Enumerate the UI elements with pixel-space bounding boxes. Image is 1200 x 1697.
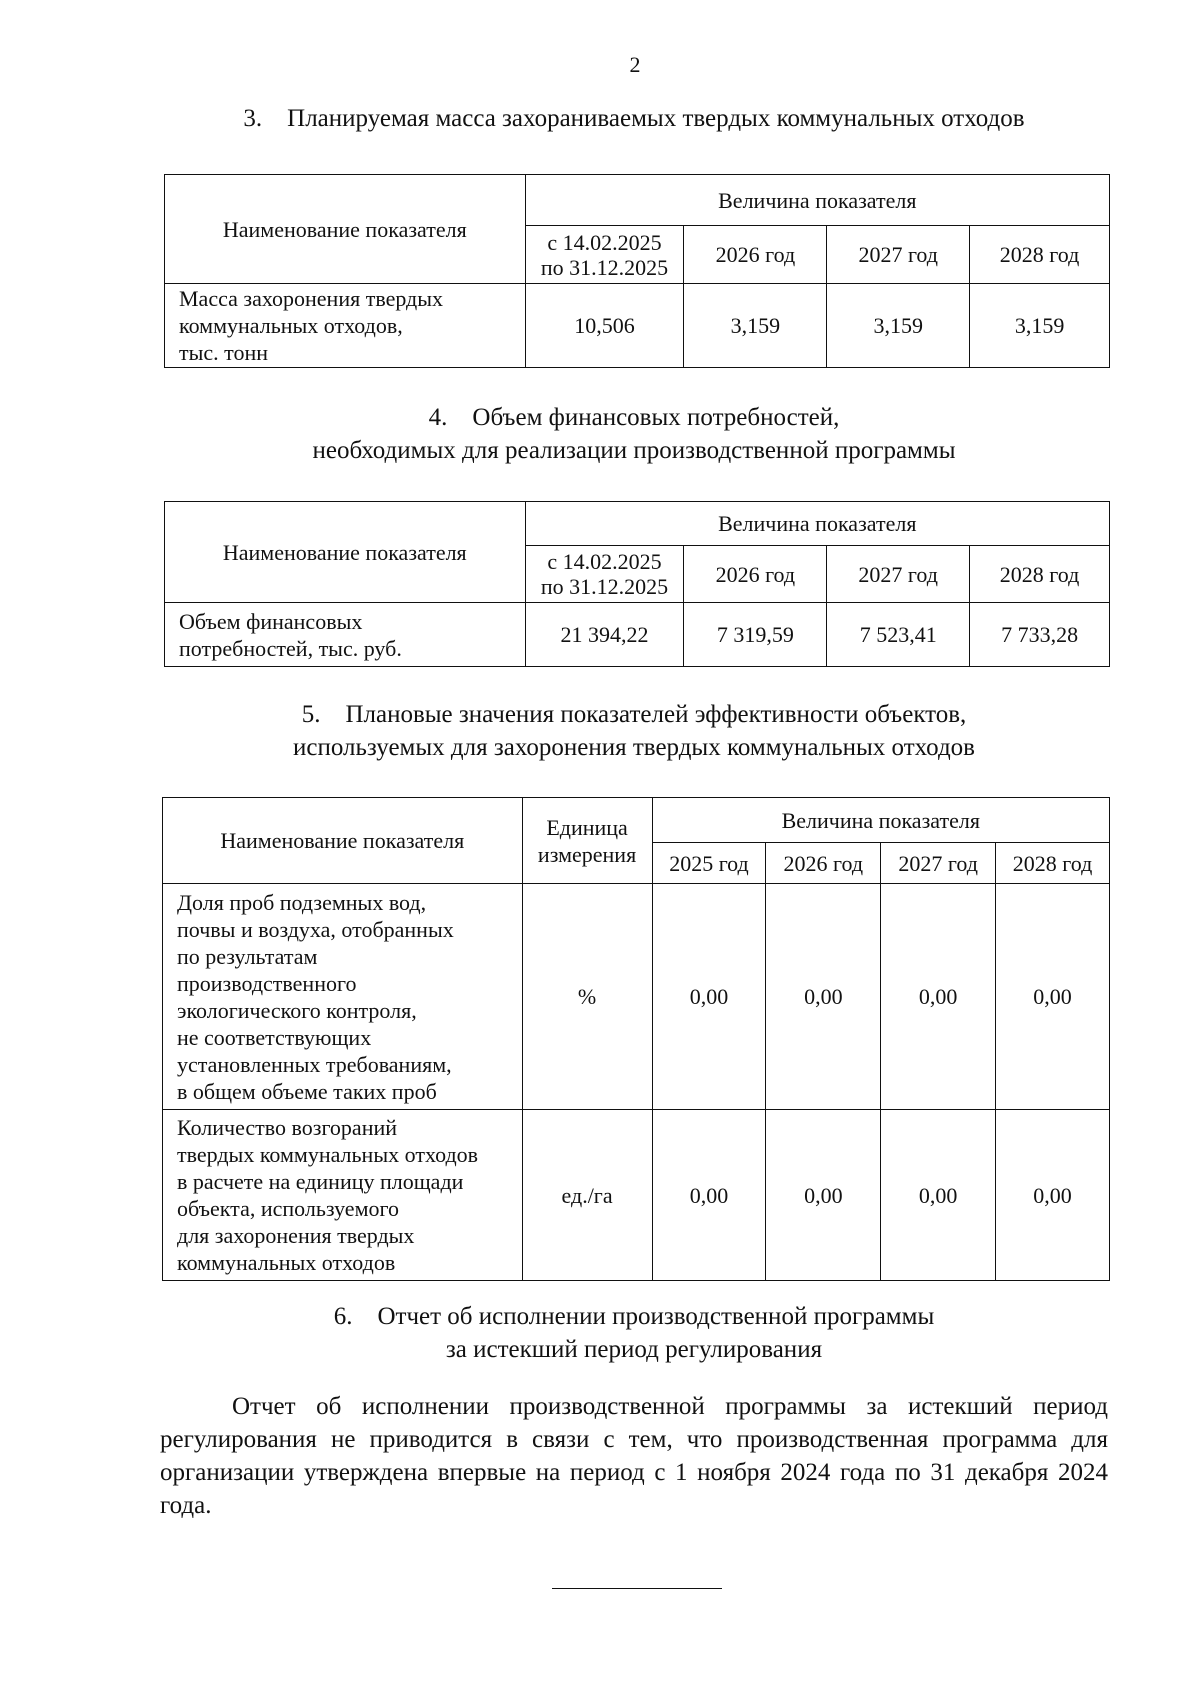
section-5-title-line1: 5. Плановые значения показателей эффективности объектов, (301, 701, 967, 728)
section-6-title-line1: 6. Отчет об исполнении производственной программы (333, 1303, 935, 1330)
value-cell: 7 523,41 (827, 603, 970, 667)
header-year: 2027 год (881, 843, 996, 884)
table-waste-mass (164, 174, 1110, 368)
section-4-title-line2: необходимых для реализации производственной программы (312, 437, 956, 464)
header-indicator-name: Наименование показателя (163, 798, 523, 884)
value-cell: 0,00 (766, 884, 881, 1110)
header-indicator-value: Величина показателя (652, 798, 1109, 843)
row-name: Объем финансовых потребностей, тыс. руб. (165, 603, 526, 667)
header-period: 2028 год (970, 546, 1110, 603)
table-row (163, 884, 1110, 1110)
page-number: 2 (629, 52, 641, 77)
section-4-title (160, 401, 1108, 467)
value-cell: 0,00 (652, 1110, 766, 1281)
row-name: Доля проб подземных вод, почвы и воздуха, отобранных по результатам производственного экологического контроля, не соответствующих установленных требованиям, в общем объеме таких проб (163, 884, 523, 1110)
header-period: 2027 год (827, 226, 970, 284)
value-cell: 3,159 (970, 284, 1110, 368)
table-row (165, 284, 1110, 368)
unit-cell: ед./га (522, 1110, 652, 1281)
value-cell: 0,00 (996, 884, 1110, 1110)
header-indicator-value: Величина показателя (525, 175, 1109, 226)
header-period: 2028 год (970, 226, 1110, 284)
value-cell: 0,00 (652, 884, 766, 1110)
value-cell: 0,00 (766, 1110, 881, 1281)
table-efficiency-indicators (162, 797, 1110, 1281)
section-4-title-line1: 4. Объем финансовых потребностей, (428, 404, 840, 431)
value-cell: 0,00 (881, 1110, 996, 1281)
table-row (165, 603, 1110, 667)
closing-divider (552, 1588, 722, 1589)
report-paragraph: Отчет об исполнении производственной программы за истекший период регулирования не приводится в связи с тем, что производственная программа для организации утверждена впервые на период с 1 ноября 2024 года по 31 декабря 2024 года. (160, 1393, 1108, 1519)
unit-cell: % (522, 884, 652, 1110)
header-period: с 14.02.2025 по 31.12.2025 (525, 546, 684, 603)
header-period: 2026 год (684, 546, 827, 603)
row-name: Количество возгораний твердых коммунальных отходов в расчете на единицу площади объекта, используемого для захоронения твердых коммунальных отходов (163, 1110, 523, 1281)
header-indicator-name: Наименование показателя (165, 502, 526, 603)
table-financial-needs (164, 501, 1110, 667)
section-5-title-line2: используемых для захоронения твердых коммунальных отходов (293, 734, 975, 761)
header-indicator-value: Величина показателя (525, 502, 1109, 546)
value-cell: 0,00 (881, 884, 996, 1110)
value-cell: 21 394,22 (525, 603, 684, 667)
value-cell: 0,00 (996, 1110, 1110, 1281)
header-year: 2028 год (996, 843, 1110, 884)
header-year: 2026 год (766, 843, 881, 884)
value-cell: 10,506 (525, 284, 684, 368)
header-year: 2025 год (652, 843, 766, 884)
table-row (163, 1110, 1110, 1281)
value-cell: 7 319,59 (684, 603, 827, 667)
value-cell: 3,159 (827, 284, 970, 368)
header-period: 2027 год (827, 546, 970, 603)
value-cell: 3,159 (684, 284, 827, 368)
header-indicator-name: Наименование показателя (165, 175, 526, 284)
section-5-title (160, 698, 1108, 764)
section-6-title (160, 1300, 1108, 1366)
header-unit: Единица измерения (522, 798, 652, 884)
header-period: 2026 год (684, 226, 827, 284)
section-6-title-line2: за истекший период регулирования (445, 1336, 823, 1363)
value-cell: 7 733,28 (970, 603, 1110, 667)
row-name: Масса захоронения твердых коммунальных отходов, тыс. тонн (165, 284, 526, 368)
section-3-title: 3. Планируемая масса захораниваемых твердых коммунальных отходов (243, 105, 1025, 132)
header-period: с 14.02.2025 по 31.12.2025 (525, 226, 684, 284)
